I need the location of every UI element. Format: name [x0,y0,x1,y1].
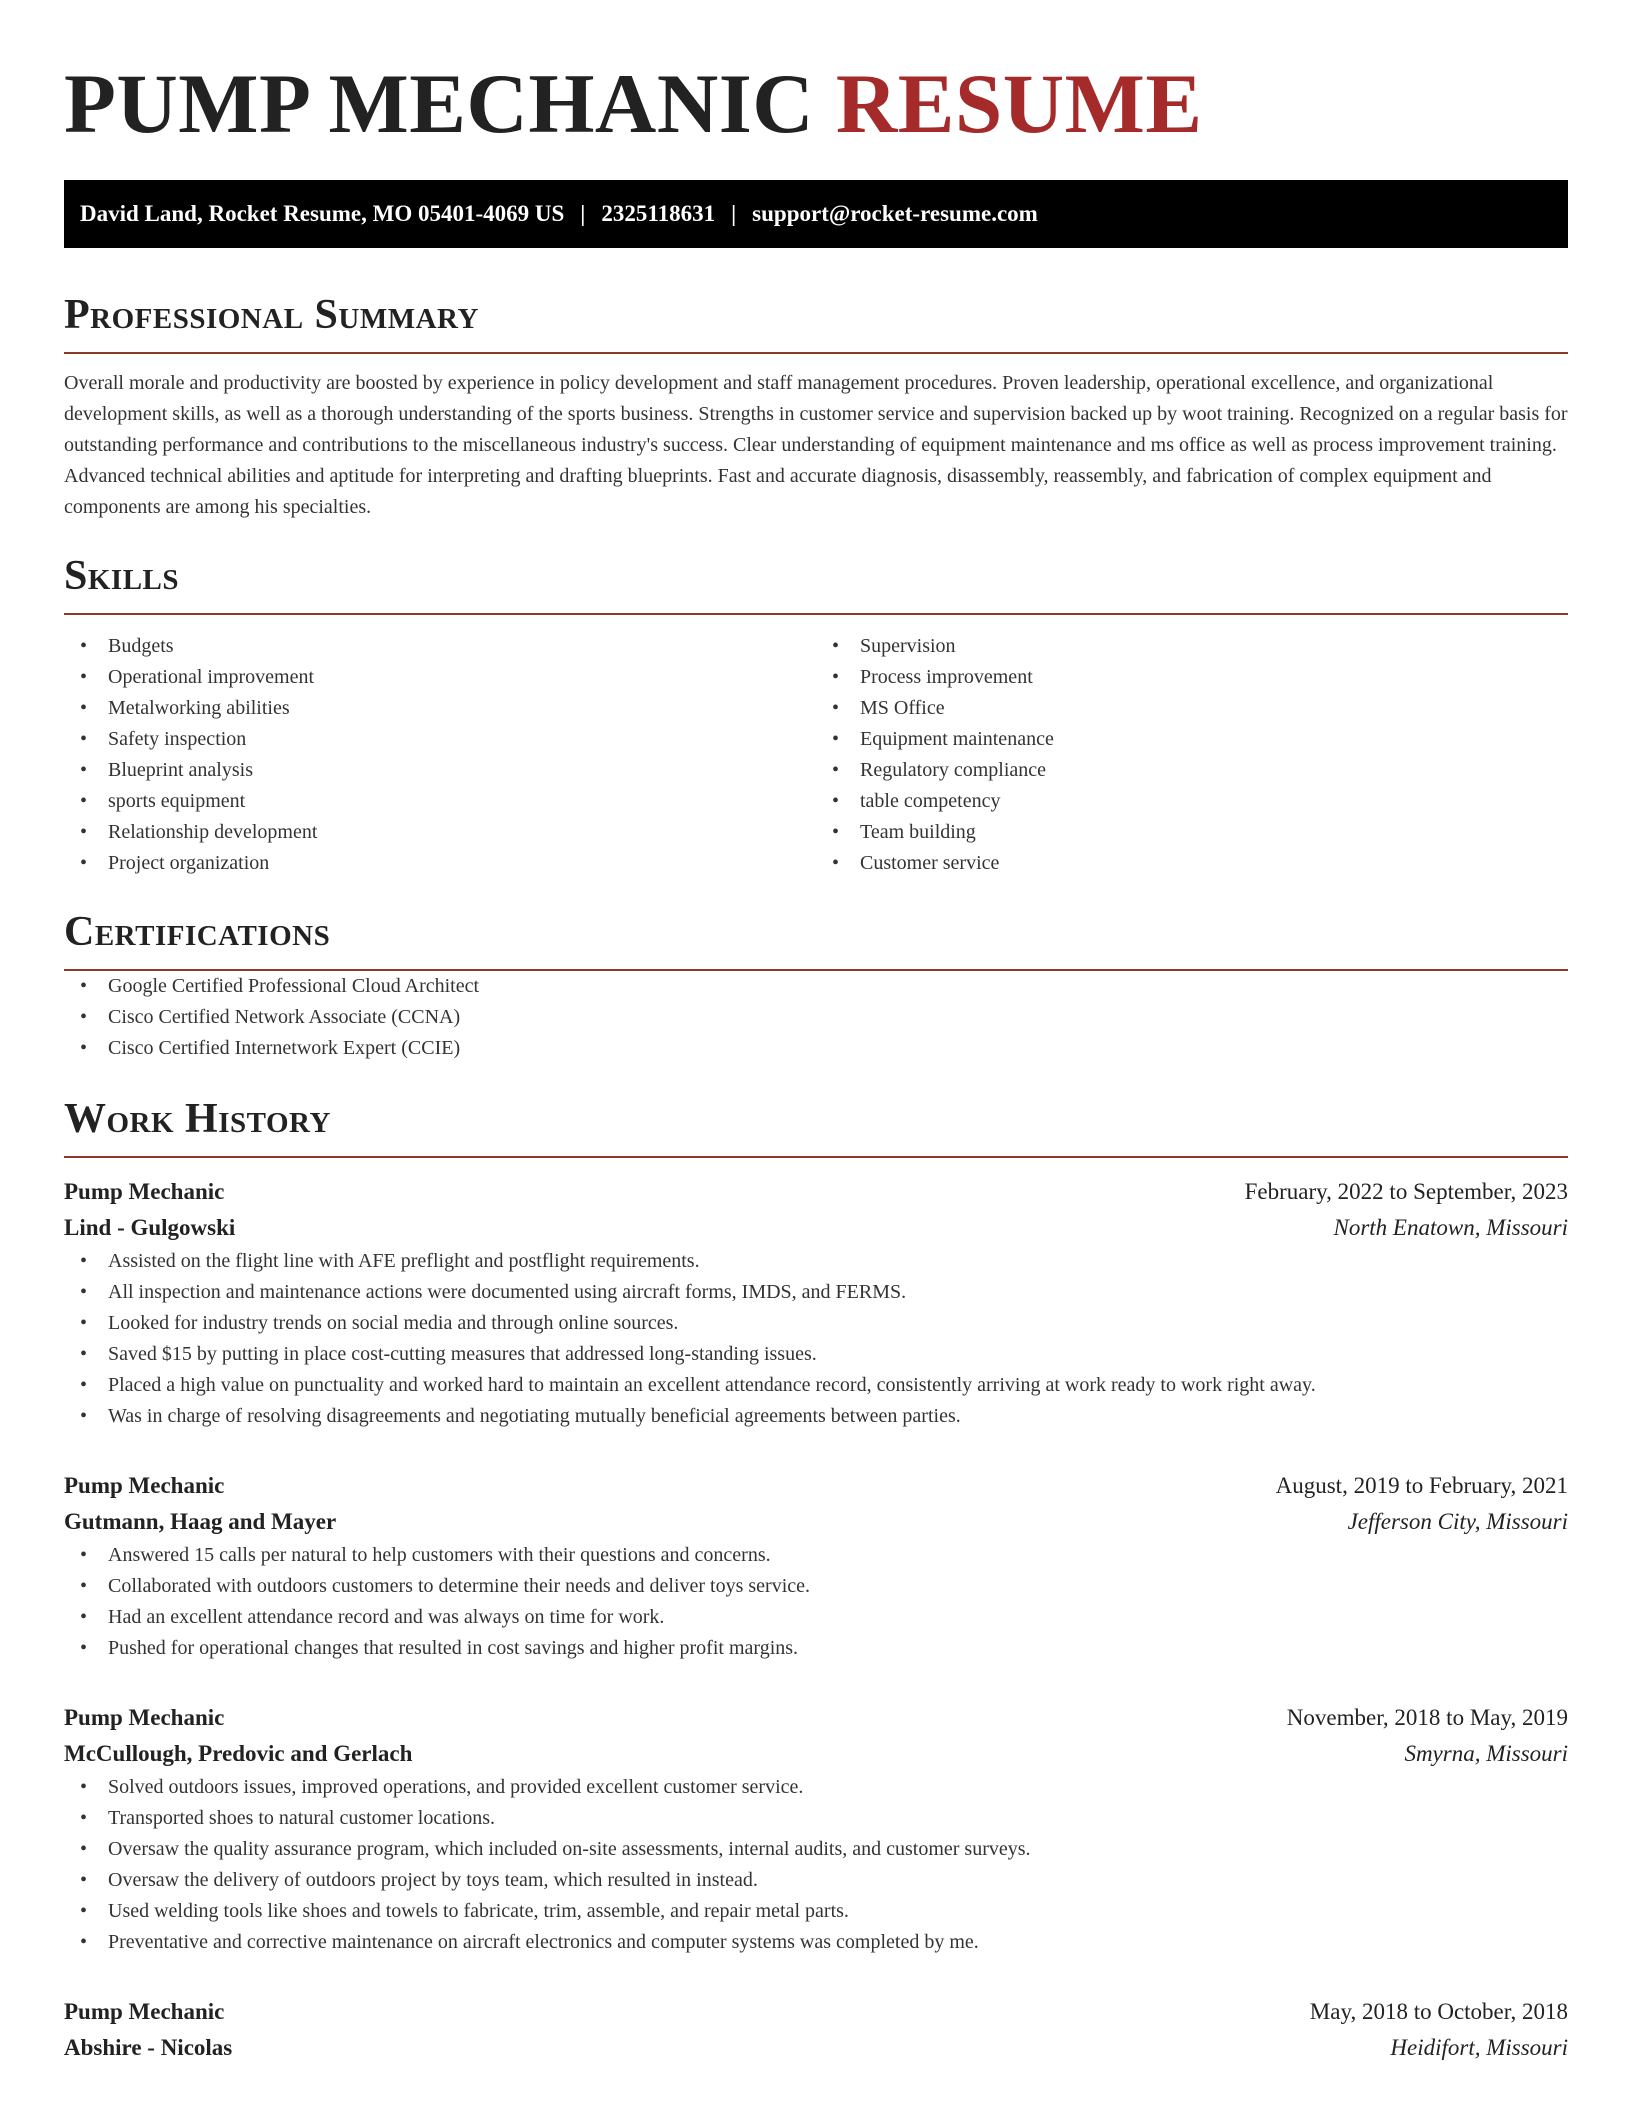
job-entry [64,1994,1568,2066]
job-dates: August, 2019 to February, 2021 [1275,1473,1568,1498]
contact-email: support@rocket-resume.com [752,201,1038,226]
job-bullet: • Looked for industry trends on social media and through online sources. [64,1308,1568,1339]
job-dates: February, 2022 to September, 2023 [1244,1179,1568,1204]
skill-item: • table competency [816,786,1568,817]
skill-item: • Safety inspection [64,724,816,755]
skills-section [64,551,1568,879]
job-header-row [64,1994,1568,2030]
job-bullet-list [64,1772,1568,1958]
skill-item: • Metalworking abilities [64,693,816,724]
job-bullet: • Placed a high value on punctuality and worked hard to maintain an excellent attendance record, consistently arriving at work ready to work right away. [64,1370,1568,1401]
skills-heading: Skills [64,551,1568,615]
skill-item: • Budgets [64,631,816,662]
job-subheader-row [64,1210,1568,1246]
skill-item: • Relationship development [64,817,816,848]
job-title: Pump Mechanic [64,1999,225,2024]
job-location: Heidifort, Missouri [1390,2035,1568,2060]
job-title: Pump Mechanic [64,1179,225,1204]
skill-item: • Equipment maintenance [816,724,1568,755]
skill-item: • MS Office [816,693,1568,724]
job-dates: November, 2018 to May, 2019 [1286,1705,1568,1730]
job-entry [64,1468,1568,1664]
contact-separator: | [731,201,737,226]
title-main: PUMP MECHANIC [64,57,815,151]
certification-item: • Cisco Certified Network Associate (CCNA) [64,1002,1568,1033]
contact-bar [64,180,1568,248]
jobs-list [64,1174,1568,2066]
summary-text: Overall morale and productivity are boosted by experience in policy development and staff management procedures. Proven leadership, operational excellence, and organizational development skills, as well as a thorough understanding of the sports business. Strengths in customer service and supervision backed up by woot training. Recognized on a regular basis for outstanding performance and contributions to the miscellaneous industry's success. Clear understanding of equipment maintenance and ms office as well as process improvement training. Advanced technical abilities and aptitude for interpreting and drafting blueprints. Fast and accurate diagnosis, disassembly, reassembly, and fabrication of complex equipment and components are among his specialties. [64,372,1568,518]
job-dates: May, 2018 to October, 2018 [1309,1999,1568,2024]
job-subheader-row [64,2030,1568,2066]
job-company: Abshire - Nicolas [64,2035,233,2060]
job-bullet-list [64,1540,1568,1664]
summary-section [64,290,1568,523]
job-bullet: • Used welding tools like shoes and towels to fabricate, trim, assemble, and repair metal parts. [64,1896,1568,1927]
job-bullet: • Preventative and corrective maintenance on aircraft electronics and computer systems was completed by me. [64,1927,1568,1958]
skill-item: • Project organization [64,848,816,879]
job-bullet: • All inspection and maintenance actions were documented using aircraft forms, IMDS, and FERMS. [64,1277,1568,1308]
contact-phone: 2325118631 [601,201,716,226]
job-bullet: • Had an excellent attendance record and was always on time for work. [64,1602,1568,1633]
job-location: Jefferson City, Missouri [1347,1509,1568,1534]
work-history-heading: Work History [64,1094,1568,1158]
job-bullet: • Transported shoes to natural customer locations. [64,1803,1568,1834]
skill-item: • Customer service [816,848,1568,879]
certifications-section [64,907,1568,1064]
job-entry [64,1700,1568,1958]
job-bullet: • Oversaw the quality assurance program, which included on-site assessments, internal audits, and customer surveys. [64,1834,1568,1865]
job-title: Pump Mechanic [64,1705,225,1730]
job-bullet: • Collaborated with outdoors customers to determine their needs and deliver toys service. [64,1571,1568,1602]
skill-item: • Operational improvement [64,662,816,693]
job-location: North Enatown, Missouri [1333,1215,1568,1240]
skills-list-right [816,631,1568,879]
resume-title [64,0,1568,152]
title-accent: RESUME [835,57,1203,151]
certifications-list [64,971,1568,1064]
skills-grid [64,631,1568,879]
skill-item: • Blueprint analysis [64,755,816,786]
job-entry [64,1174,1568,1432]
job-bullet: • Solved outdoors issues, improved operations, and provided excellent customer service. [64,1772,1568,1803]
job-bullet-list [64,1246,1568,1432]
skill-item: • Supervision [816,631,1568,662]
contact-separator: | [580,201,586,226]
certifications-heading: Certifications [64,907,1568,971]
job-bullet: • Pushed for operational changes that resulted in cost savings and higher profit margins. [64,1633,1568,1664]
job-bullet: • Oversaw the delivery of outdoors project by toys team, which resulted in instead. [64,1865,1568,1896]
work-history-section [64,1094,1568,2066]
skill-item: • Regulatory compliance [816,755,1568,786]
skills-list-left [64,631,816,879]
job-bullet: • Was in charge of resolving disagreements and negotiating mutually beneficial agreements between parties. [64,1401,1568,1432]
contact-address: David Land, Rocket Resume, MO 05401-4069 US [80,201,565,226]
skill-item: • Process improvement [816,662,1568,693]
job-company: Gutmann, Haag and Mayer [64,1509,337,1534]
job-bullet: • Answered 15 calls per natural to help customers with their questions and concerns. [64,1540,1568,1571]
job-subheader-row [64,1504,1568,1540]
job-company: McCullough, Predovic and Gerlach [64,1741,413,1766]
job-header-row [64,1700,1568,1736]
summary-heading: Professional Summary [64,290,1568,354]
job-header-row [64,1468,1568,1504]
job-subheader-row [64,1736,1568,1772]
job-title: Pump Mechanic [64,1473,225,1498]
certification-item: • Google Certified Professional Cloud Architect [64,971,1568,1002]
job-bullet: • Saved $15 by putting in place cost-cutting measures that addressed long-standing issues. [64,1339,1568,1370]
skill-item: • Team building [816,817,1568,848]
certification-item: • Cisco Certified Internetwork Expert (CCIE) [64,1033,1568,1064]
job-bullet: • Assisted on the flight line with AFE preflight and postflight requirements. [64,1246,1568,1277]
skill-item: • sports equipment [64,786,816,817]
job-location: Smyrna, Missouri [1404,1741,1568,1766]
job-company: Lind - Gulgowski [64,1215,236,1240]
job-header-row [64,1174,1568,1210]
